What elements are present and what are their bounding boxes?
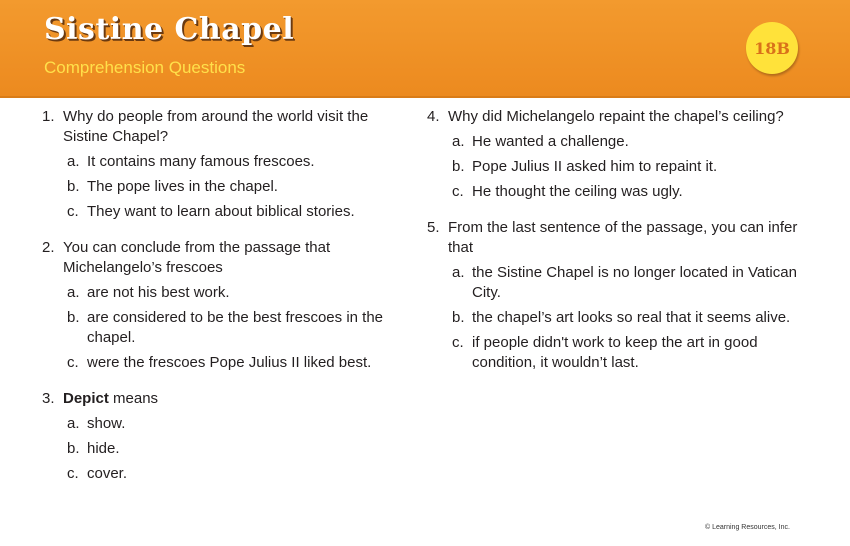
answer-option	[452, 333, 807, 373]
option-letter: c.	[67, 354, 79, 371]
question-text: You can conclude from the passage that Michelangelo’s frescoes	[63, 239, 331, 276]
answer-option	[67, 202, 402, 222]
option-text: are not his best work.	[87, 284, 230, 301]
option-text: cover.	[87, 465, 128, 482]
option-letter: c.	[67, 465, 79, 482]
copyright-notice: © Learning Resources, Inc.	[705, 524, 790, 531]
question-1	[42, 107, 402, 222]
option-letter: b.	[67, 440, 80, 457]
page-title: Sistine Chapel	[44, 12, 295, 47]
option-text: if people didn't work to keep the art in good condition, it wouldn’t last.	[472, 334, 758, 371]
question-4	[427, 107, 807, 202]
answer-option	[67, 464, 402, 484]
option-text: The pope lives in the chapel.	[87, 178, 278, 195]
answer-option	[452, 308, 807, 328]
option-text: are considered to be the best frescoes in the chapel.	[87, 309, 384, 346]
option-text: They want to learn about biblical stories.	[87, 203, 355, 220]
answer-option	[452, 132, 807, 152]
option-text: hide.	[87, 440, 120, 457]
page-subtitle: Comprehension Questions	[44, 58, 246, 77]
option-letter: b.	[452, 309, 465, 326]
answer-option	[67, 439, 402, 459]
answer-option	[67, 353, 402, 373]
question-3	[42, 389, 402, 484]
header-banner	[0, 0, 850, 98]
answer-option	[67, 414, 402, 434]
question-number: 3.	[42, 390, 55, 407]
card-number-badge: 18B	[746, 22, 798, 74]
question-number: 4.	[427, 108, 440, 125]
option-letter: a.	[67, 415, 80, 432]
question-number: 1.	[42, 108, 55, 125]
answer-option	[452, 263, 807, 303]
question-number: 2.	[42, 239, 55, 256]
option-text: the chapel’s art looks so real that it seems alive.	[472, 309, 791, 326]
questions-left-column	[42, 107, 402, 500]
answer-option	[452, 182, 807, 202]
option-letter: a.	[67, 284, 80, 301]
option-letter: a.	[452, 133, 465, 150]
question-text: From the last sentence of the passage, you can infer that	[448, 219, 798, 256]
option-letter: b.	[67, 178, 80, 195]
option-text: He wanted a challenge.	[472, 133, 629, 150]
option-text: the Sistine Chapel is no longer located in Vatican City.	[472, 264, 797, 301]
option-letter: b.	[452, 158, 465, 175]
option-text: It contains many famous frescoes.	[87, 153, 315, 170]
answer-option	[67, 283, 402, 303]
option-letter: a.	[67, 153, 80, 170]
vocabulary-word: Depict	[63, 390, 109, 407]
answer-option	[67, 152, 402, 172]
question-text: Why do people from around the world visit the Sistine Chapel?	[63, 108, 369, 145]
answer-option	[452, 157, 807, 177]
option-letter: c.	[452, 183, 464, 200]
question-2	[42, 238, 402, 373]
questions-right-column	[427, 107, 807, 389]
question-text: Why did Michelangelo repaint the chapel’s ceiling?	[448, 108, 784, 125]
option-letter: a.	[452, 264, 465, 281]
question-text	[63, 389, 402, 409]
option-letter: b.	[67, 309, 80, 326]
answer-option	[67, 308, 402, 348]
option-letter: c.	[67, 203, 79, 220]
option-text: He thought the ceiling was ugly.	[472, 183, 683, 200]
question-5	[427, 218, 807, 373]
answer-option	[67, 177, 402, 197]
option-text: Pope Julius II asked him to repaint it.	[472, 158, 718, 175]
option-text: were the frescoes Pope Julius II liked best.	[87, 354, 372, 371]
question-text-rest: means	[108, 390, 159, 407]
option-text: show.	[87, 415, 126, 432]
option-letter: c.	[452, 334, 464, 351]
question-number: 5.	[427, 219, 440, 236]
